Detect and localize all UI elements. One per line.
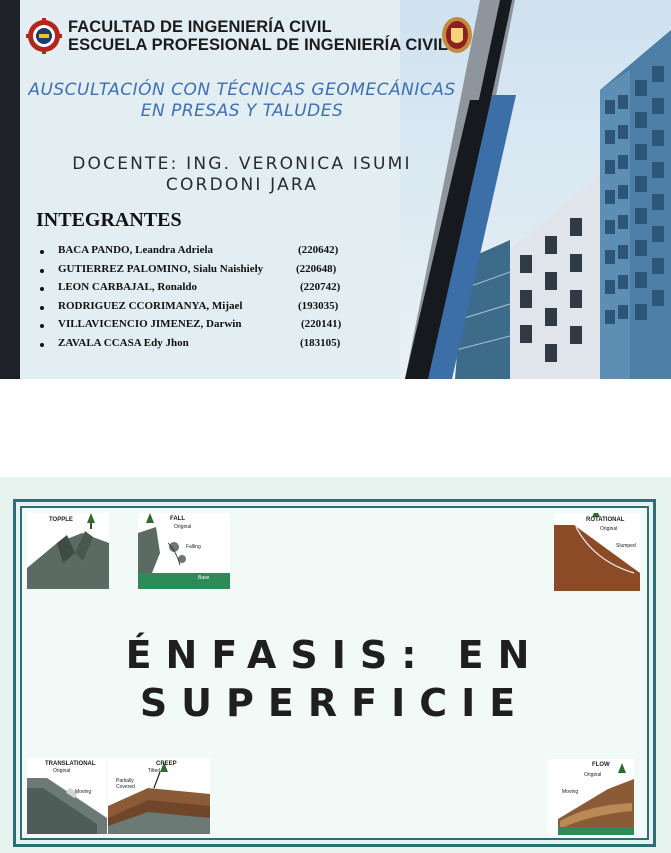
rotational-slumped-label: Slumped	[616, 543, 636, 549]
flow-moving-label: Moving	[562, 789, 579, 795]
topple-illustration	[27, 513, 109, 589]
bullet	[40, 250, 44, 254]
bullet	[40, 269, 44, 273]
flow-label: FLOW	[592, 762, 610, 768]
cover-slide	[0, 0, 671, 379]
course-title: AUSCULTACIÓN CON TÉCNICAS GEOMECÁNICAS EN PRESAS Y TALUDES	[28, 80, 456, 121]
translational-moving-label: Moving	[75, 789, 92, 795]
member-name: ZAVALA CCASA Edy Jhon	[58, 336, 189, 349]
bullet	[40, 287, 44, 291]
member-code: (220642)	[298, 244, 339, 256]
rotational-illustration	[554, 513, 640, 591]
member-code: (220742)	[300, 281, 341, 293]
bullet	[40, 324, 44, 328]
school-name: ESCUELA PROFESIONAL DE INGENIERÍA CIVIL	[68, 36, 449, 54]
faculty-name: FACULTAD DE INGENIERÍA CIVIL	[68, 18, 332, 36]
rotational-original-label: Original	[600, 526, 618, 532]
member-name: RODRIGUEZ CCORIMANYA, Mijael	[58, 299, 243, 312]
faculty-gear-logo	[26, 18, 62, 54]
emphasis-title-line1: ÉNFASIS: EN	[125, 633, 544, 677]
member-code: (183105)	[300, 336, 341, 349]
topple-label: TOPPLE	[49, 517, 73, 523]
member-name: GUTIERREZ PALOMINO, Sialu Naishiely	[58, 262, 264, 275]
fall-diagram	[138, 513, 230, 589]
bullet	[40, 306, 44, 310]
member-code: (193035)	[298, 299, 339, 312]
rotational-label: ROTATIONAL	[586, 517, 625, 523]
creep-tilted-label: Tilted	[148, 768, 161, 774]
rotational-diagram	[554, 513, 640, 591]
teacher-name: DOCENTE: ING. VERONICA ISUMI CORDONI JARA	[72, 154, 412, 195]
bullet	[40, 343, 44, 347]
left-dark-bar	[0, 0, 20, 379]
fall-original-label: Original	[174, 524, 192, 530]
creep-label: CREEP	[156, 761, 177, 767]
fall-base-label: Base	[198, 575, 210, 581]
emphasis-slide	[0, 477, 671, 853]
topple-diagram	[27, 513, 109, 589]
emphasis-title-line2: SUPERFICIE	[139, 681, 530, 725]
members-heading: INTEGRANTES	[36, 209, 182, 231]
member-name: LEON CARBAJAL, Ronaldo	[58, 281, 198, 293]
translational-label: TRANSLATIONAL	[45, 761, 96, 767]
member-name: VILLAVICENCIO JIMENEZ, Darwin	[58, 318, 242, 330]
fall-falling-label: Falling	[186, 544, 201, 550]
flow-diagram	[548, 759, 634, 835]
flow-original-label: Original	[584, 772, 602, 778]
translational-original-label: Original	[53, 768, 71, 774]
creep-diagram	[108, 758, 210, 834]
flow-illustration	[548, 759, 634, 835]
translational-diagram	[27, 758, 107, 834]
member-name: BACA PANDO, Leandra Adriela	[58, 244, 214, 256]
member-code: (220648)	[296, 262, 337, 275]
fall-label: FALL	[170, 516, 185, 522]
creep-partially-covered-label: Partially Covered	[116, 778, 135, 790]
member-code: (220141)	[301, 318, 342, 330]
